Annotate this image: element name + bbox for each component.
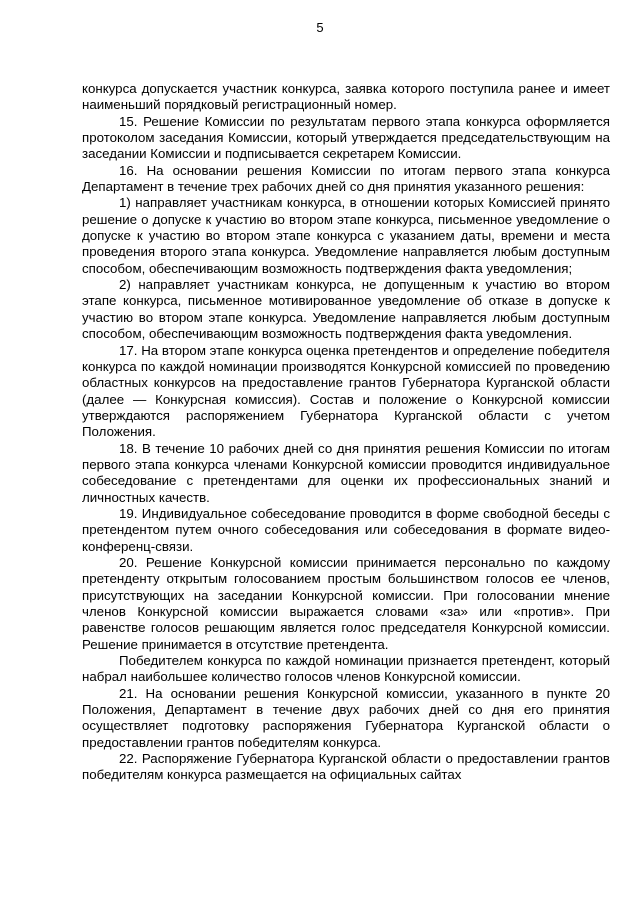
document-body: [82, 81, 610, 784]
page-number: 5: [316, 20, 324, 35]
paragraph-item-17: 17. На втором этапе конкурса оценка претендентов и определение победителя конкурса по каждой номинации производятся Конкурсной комиссией по проведению областных конкурсов на предоставление грантов Губернатора Курганской области (далее — Конкурсная комиссия). Состав и положение о Конкурсной комиссии утверждаются распоряжением Губернатора Курганской области с учетом Положения.: [82, 342, 610, 440]
paragraph-item-21: 21. На основании решения Конкурсной комиссии, указанного в пункте 20 Положения, Департамент в течение двух рабочих дней со дня его принятия осуществляет подготовку распоряжения Губернатора Курганской области о предоставлении грантов победителям конкурса.: [82, 685, 610, 750]
paragraph-subitem-16-2: 2) направляет участникам конкурса, не допущенным к участию во втором этапе конкурса, письменное мотивированное уведомление об отказе в допуске к участию во втором этапе конкурса. Уведомление направляется любым доступным способом, обеспечивающим возможность подтверждения факта уведомления.: [82, 277, 610, 342]
paragraph-subitem-16-1: 1) направляет участникам конкурса, в отношении которых Комиссией принято решение о допуске к участию во втором этапе конкурса, письменное уведомление о допуске к участию во втором этапе конкурса с указанием даты, времени и места проведения второго этапа конкурса. Уведомление направляется любым доступным способом, обеспечивающим возможность подтверждения факта уведомления;: [82, 195, 610, 276]
paragraph-item-22: 22. Распоряжение Губернатора Курганской области о предоставлении грантов победителям конкурса размещается на официальных сайтах: [82, 751, 610, 783]
paragraph-item-16: 16. На основании решения Комиссии по итогам первого этапа конкурса Департамент в течение трех рабочих дней со дня принятия указанного решения:: [82, 162, 610, 195]
paragraph-item-20: 20. Решение Конкурсной комиссии принимается персонально по каждому претенденту открытым голосованием простым большинством голосов ее членов, присутствующих на заседании Конкурсной комиссии. При голосовании мнение членов Конкурсной комиссии выражается словами «за» или «против». При равенстве голосов решающим является голос председателя Конкурсной комиссии. Решение принимается в отсутствие претендента.: [82, 554, 610, 652]
paragraph-continuation: конкурса допускается участник конкурса, заявка которого поступила ранее и имеет наименьший порядковый регистрационный номер.: [82, 81, 610, 113]
paragraph-item-15: 15. Решение Комиссии по результатам первого этапа конкурса оформляется протоколом заседания Комиссии, который утверждается председательствующим на заседании Комиссии и подписывается секретарем Комиссии.: [82, 113, 610, 162]
paragraph-item-18: 18. В течение 10 рабочих дней со дня принятия решения Комиссии по итогам первого этапа конкурса членами Конкурсной комиссии проводится индивидуальное собеседование с претендентами для оценки их профессиональных знаний и личностных качеств.: [82, 440, 610, 505]
paragraph-winner-definition: Победителем конкурса по каждой номинации признается претендент, который набрал наибольшее количество голосов членов Конкурсной комиссии.: [82, 653, 610, 685]
paragraph-item-19: 19. Индивидуальное собеседование проводится в форме свободной беседы с претендентом путем очного собеседования или собеседования в формате видео-конференц-связи.: [82, 505, 610, 554]
